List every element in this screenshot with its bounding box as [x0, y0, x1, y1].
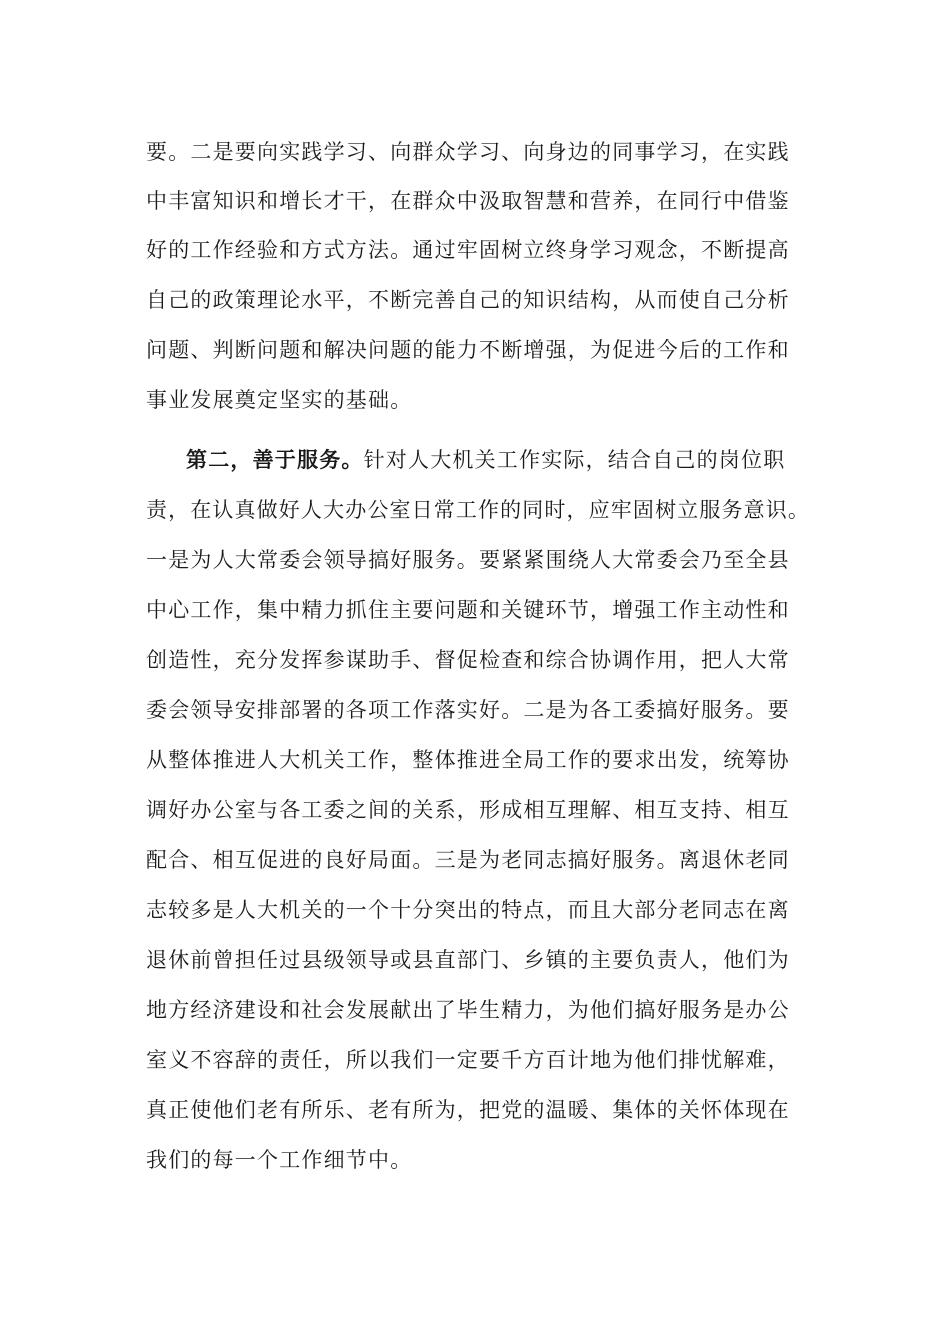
- paragraph-line: 中心工作，集中精力抓住主要问题和关键环节，增强工作主动性和: [146, 598, 790, 622]
- paragraph-line: 从整体推进人大机关工作，整体推进全局工作的要求出发，统筹协: [146, 748, 790, 772]
- paragraph-line: 要。二是要向实践学习、向群众学习、向身边的同事学习，在实践: [146, 140, 790, 164]
- paragraph-line: 一是为人大常委会领导搞好服务。要紧紧围绕人大常委会乃至全县: [146, 548, 790, 572]
- paragraph-line: 室义不容辞的责任，所以我们一定要千方百计地为他们排忧解难，: [146, 1048, 790, 1072]
- paragraph-heading: 第二，善于服务。: [186, 447, 364, 472]
- paragraph-line: 真正使他们老有所乐、老有所为，把党的温暖、集体的关怀体现在: [146, 1098, 790, 1122]
- paragraph-line: 志较多是人大机关的一个十分突出的特点，而且大部分老同志在离: [146, 898, 790, 922]
- paragraph-line: 好的工作经验和方式方法。通过牢固树立终身学习观念，不断提高: [146, 238, 790, 262]
- paragraph-line: 我们的每一个工作细节中。: [146, 1148, 413, 1172]
- paragraph-line: 自己的政策理论水平，不断完善自己的知识结构，从而使自己分析: [146, 288, 790, 312]
- paragraph-line: 调好办公室与各工委之间的关系，形成相互理解、相互支持、相互: [146, 798, 790, 822]
- paragraph-line: 创造性，充分发挥参谋助手、督促检查和综合协调作用，把人大常: [146, 648, 790, 672]
- paragraph-line: 退休前曾担任过县级领导或县直部门、乡镇的主要负责人，他们为: [146, 948, 790, 972]
- paragraph-line: 问题、判断问题和解决问题的能力不断增强，为促进今后的工作和: [146, 338, 790, 362]
- paragraph-line: 委会领导安排部署的各项工作落实好。二是为各工委搞好服务。要: [146, 698, 790, 722]
- paragraph-first-line: [186, 445, 785, 475]
- paragraph-line: 责，在认真做好人大办公室日常工作的同时，应牢固树立服务意识。: [146, 498, 810, 522]
- paragraph-line: 配合、相互促进的良好局面。三是为老同志搞好服务。离退休老同: [146, 848, 790, 872]
- paragraph-first-line-text: 针对人大机关工作实际，结合自己的岗位职: [363, 448, 786, 472]
- paragraph-line: 事业发展奠定坚实的基础。: [146, 388, 413, 412]
- paragraph-line: 中丰富知识和增长才干，在群众中汲取智慧和营养，在同行中借鉴: [146, 189, 790, 213]
- paragraph-line: 地方经济建设和社会发展献出了毕生精力，为他们搞好服务是办公: [146, 998, 790, 1022]
